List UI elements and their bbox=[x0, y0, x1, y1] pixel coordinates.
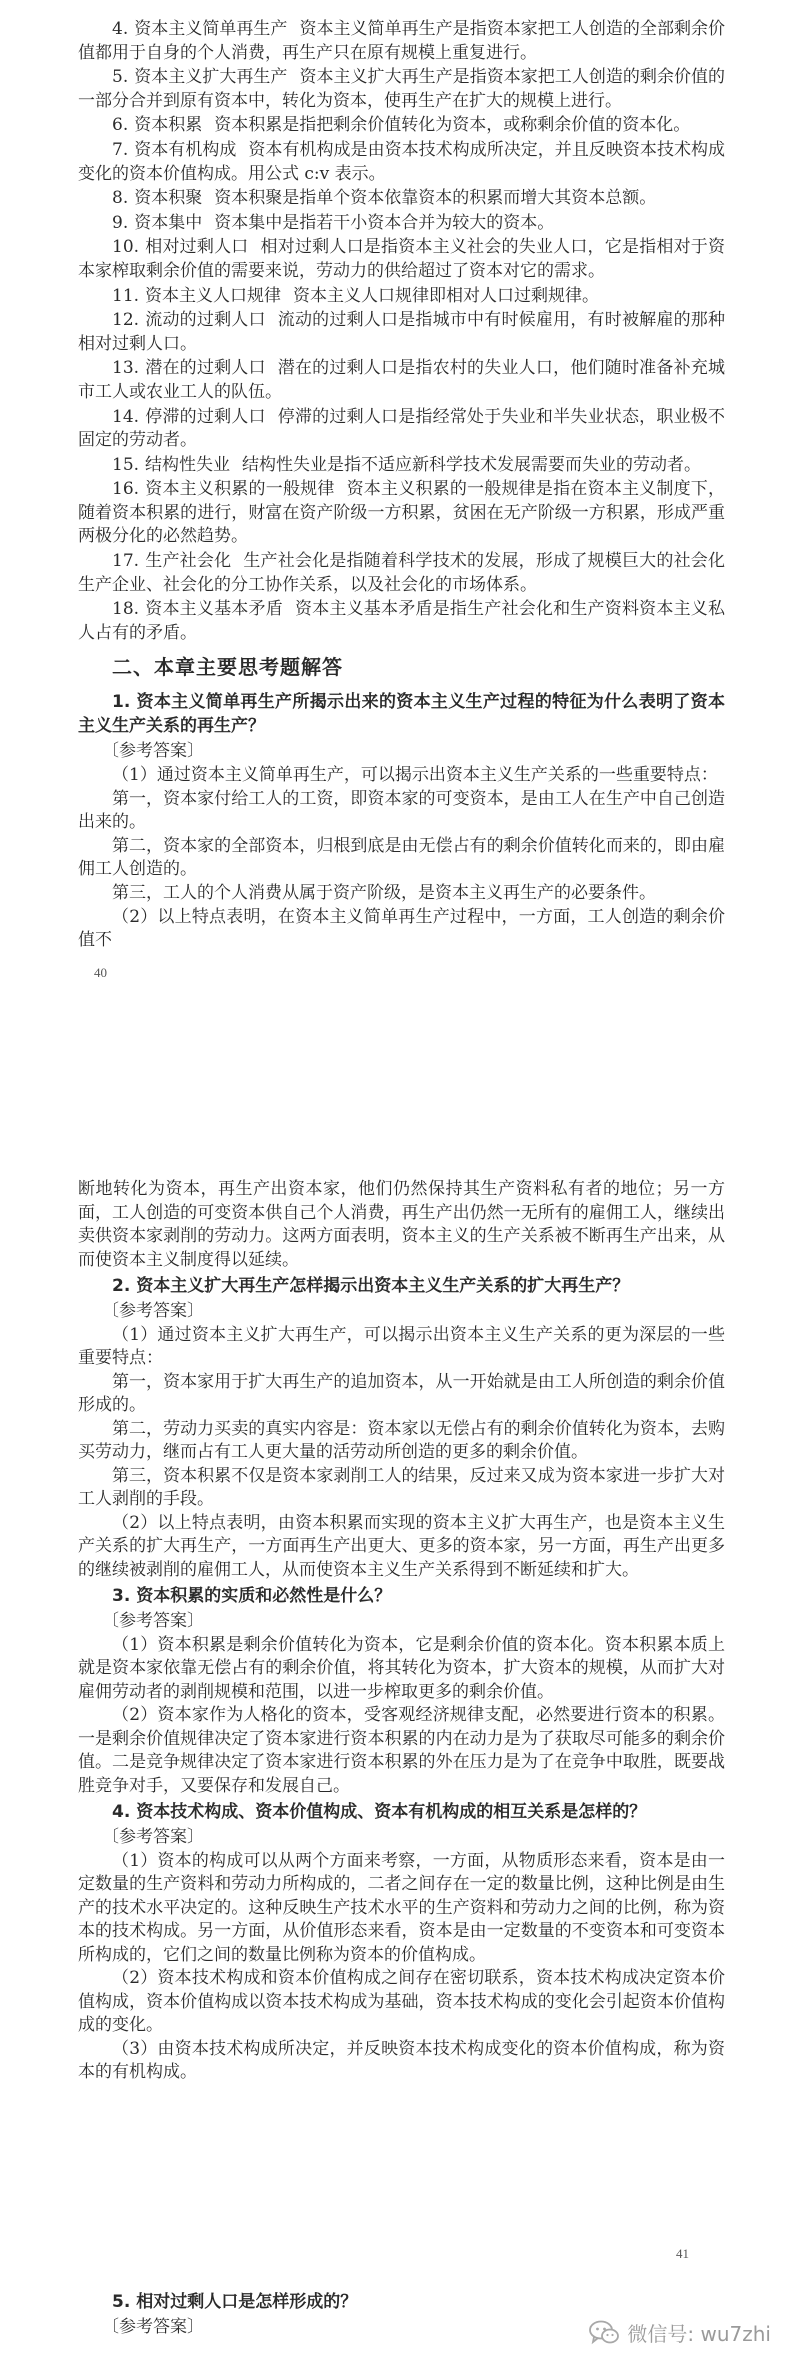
question-5-title: 5. 相对过剩人口是怎样形成的？ bbox=[112, 2292, 358, 2312]
question-1-title: 1. 资本主义简单再生产所揭示出来的资本主义生产过程的特征为什么表明了资本主义生产关系的再生产？ bbox=[78, 692, 725, 737]
question-1-paragraph: 第三，工人的个人消费从属于资产阶级，是资本主义再生产的必要条件。 bbox=[112, 883, 656, 903]
glossary-term: 停滞的过剩人口 bbox=[145, 406, 266, 427]
glossary-term: 资本主义人口规律 bbox=[145, 285, 282, 306]
question-2-reference-label: 〔参考答案〕 bbox=[102, 1301, 204, 1321]
glossary-term: 资本积聚 bbox=[134, 188, 203, 209]
glossary-term: 资本集中 bbox=[134, 212, 203, 233]
glossary-entry bbox=[78, 285, 725, 309]
glossary-definition: 资本积聚是指单个资本依靠资本的积累而增大其资本总额。 bbox=[214, 188, 657, 209]
glossary-entry bbox=[78, 139, 725, 186]
question-2-paragraph: 第一，资本家用于扩大再生产的追加资本，从一开始就是由工人所创造的剩余价值形成的。 bbox=[78, 1371, 725, 1415]
glossary-number: 14. bbox=[112, 406, 140, 427]
question-3-reference-label: 〔参考答案〕 bbox=[102, 1611, 204, 1631]
question-5-reference-label: 〔参考答案〕 bbox=[102, 2317, 204, 2337]
glossary-term: 生产社会化 bbox=[145, 551, 232, 572]
glossary-term: 结构性失业 bbox=[145, 454, 231, 475]
question-1-paragraph: （1）通过资本主义简单再生产，可以揭示出资本主义生产关系的一些重要特点： bbox=[112, 765, 718, 786]
question-2-paragraph: （1）通过资本主义扩大再生产，可以揭示出资本主义生产关系的更为深层的一些重要特点： bbox=[78, 1324, 725, 1368]
question-2-paragraph: 第三，资本积累不仅是资本家剥削工人的结果，反过来又成为资本家进一步扩大对工人剥削的手段。 bbox=[78, 1465, 725, 1509]
glossary-entry bbox=[78, 114, 725, 138]
glossary-term: 资本主义基本矛盾 bbox=[145, 599, 283, 620]
question-1-paragraph: 第二，资本家的全部资本，归根到底是由无偿占有的剩余价值转化而来的，即由雇佣工人创造的。 bbox=[78, 835, 725, 880]
question-4-paragraph: （2）资本技术构成和资本价值构成之间存在密切联系，资本技术构成决定资本价值构成，资本价值构成以资本技术构成为基础，资本技术构成的变化会引起资本价值构成的变化。 bbox=[78, 1968, 725, 2035]
glossary-list bbox=[78, 18, 725, 645]
glossary-definition: 资本主义人口规律即相对人口过剩规律。 bbox=[293, 285, 600, 306]
glossary-definition: 潜在的过剩人口是指农村的失业人口，他们随时准备补充城市工人或农业工人的队伍。 bbox=[78, 358, 726, 402]
question-4-paragraph: （3）由资本技术构成所决定，并反映资本技术构成变化的资本价值构成，称为资本的有机构成。 bbox=[78, 2038, 725, 2082]
glossary-term: 潜在的过剩人口 bbox=[145, 358, 266, 379]
glossary-definition: 生产社会化是指随着科学技术的发展，形成了规模巨大的社会化生产企业、社会化的分工协作关系，以及社会化的市场体系。 bbox=[78, 551, 726, 595]
glossary-term: 资本积累 bbox=[134, 115, 203, 136]
question-1-paragraph: 第一，资本家付给工人的工资，即资本家的可变资本，是由工人在生产中自己创造出来的。 bbox=[78, 788, 725, 833]
glossary-number: 6. bbox=[112, 115, 129, 136]
glossary-term: 资本主义扩大再生产 bbox=[134, 67, 288, 88]
question-1-reference-label: 〔参考答案〕 bbox=[102, 741, 204, 762]
glossary-number: 17. bbox=[112, 551, 140, 572]
glossary-term: 资本有机构成 bbox=[134, 139, 237, 160]
question-3-paragraph: （1）资本积累是剩余价值转化为资本，它是剩余价值的资本化。资本积累本质上就是资本家依靠无偿占有的剩余价值，将其转化为资本，扩大资本的规模，从而扩大对雇佣劳动者的剥削规模和范围，以进一步榨取更多的剩余价值。 bbox=[78, 1634, 725, 1702]
glossary-entry bbox=[78, 66, 725, 113]
question-2-title: 2. 资本主义扩大再生产怎样揭示出资本主义生产关系的扩大再生产？ bbox=[112, 1276, 630, 1296]
glossary-definition: 资本主义扩大再生产是指资本家把工人创造的剩余价值的一部分合并到原有资本中，转化为资本，使再生产在扩大的规模上进行。 bbox=[78, 67, 726, 111]
glossary-entry bbox=[78, 454, 725, 478]
page-41 bbox=[0, 1010, 785, 2261]
glossary-definition: 资本主义基本矛盾是指生产社会化和生产资料资本主义私人占有的矛盾。 bbox=[78, 599, 726, 643]
glossary-definition: 结构性失业是指不适应新科学技术发展需要而失业的劳动者。 bbox=[242, 454, 702, 475]
glossary-number: 13. bbox=[112, 358, 140, 379]
glossary-definition: 流动的过剩人口是指城市中有时候雇用，有时被解雇的那种相对过剩人口。 bbox=[78, 310, 726, 354]
glossary-entry bbox=[78, 18, 725, 65]
glossary-number: 15. bbox=[112, 454, 140, 475]
question-4-paragraph: （1）资本的构成可以从两个方面来考察，一方面，从物质形态来看，资本是由一定数量的生产资料和劳动力所构成的，二者之间存在一定的数量比例，这种比例是由生产的技术水平决定的。这种反映生产技术水平的生产资料和劳动力之间的比例，称为资本的技术构成。另一方面，从价值形态来看，资本是由一定数量的不变资本和可变资本所构成的，它们之间的数量比例称为资本的价值构成。 bbox=[78, 1850, 725, 1965]
question-2-paragraph: （2）以上特点表明，由资本积累而实现的资本主义扩大再生产，也是资本主义生产关系的扩大再生产，一方面再生产出更大、更多的资本家，另一方面，再生产出更多的继续被剥削的雇佣工人，从而使资本主义生产关系得到不断延续和扩大。 bbox=[78, 1512, 725, 1580]
question-3-title: 3. 资本积累的实质和必然性是什么？ bbox=[112, 1586, 392, 1606]
glossary-number: 9. bbox=[112, 212, 129, 233]
glossary-entry bbox=[78, 212, 725, 236]
glossary-term: 资本主义积累的一般规律 bbox=[145, 479, 335, 500]
glossary-definition: 资本集中是指若干小资本合并为较大的资本。 bbox=[214, 212, 555, 233]
glossary-number: 18. bbox=[112, 599, 140, 620]
question-4-reference-label: 〔参考答案〕 bbox=[102, 1827, 204, 1847]
glossary-term: 资本主义简单再生产 bbox=[134, 19, 288, 39]
question-4-title: 4. 资本技术构成、资本价值构成、资本有机构成的相互关系是怎样的？ bbox=[112, 1802, 647, 1822]
glossary-term: 相对过剩人口 bbox=[145, 237, 249, 258]
page-41-content bbox=[78, 1178, 725, 2085]
glossary-definition: 资本有机构成是由资本技术构成所决定，并且反映资本技术构成变化的资本价值构成。用公式 c:v 表示。 bbox=[78, 139, 726, 184]
glossary-definition: 资本积累是指把剩余价值转化为资本，或称剩余价值的资本化。 bbox=[214, 115, 691, 136]
glossary-number: 12. bbox=[112, 310, 140, 331]
glossary-number: 4. bbox=[112, 19, 129, 39]
page-40-content bbox=[78, 18, 725, 953]
glossary-definition: 停滞的过剩人口是指经常处于失业和半失业状态，职业极不固定的劳动者。 bbox=[78, 406, 726, 451]
glossary-entry bbox=[78, 406, 725, 453]
glossary-term: 流动的过剩人口 bbox=[145, 310, 266, 331]
glossary-definition: 资本主义积累的一般规律是指在资本主义制度下，随着资本积累的进行，财富在资产阶级一方积累，贫困在无产阶级一方积累，形成严重两极分化的必然趋势。 bbox=[78, 479, 726, 547]
question-3-paragraph: （2）资本家作为人格化的资本，受客观经济规律支配，必然要进行资本的积累。一是剩余价值规律决定了资本家进行资本积累的内在动力是为了获取尽可能多的剩余价值。二是竞争规律决定了资本家进行资本积累的外在压力是为了在竞争中取胜，既要战胜竞争对手，又要保存和发展自己。 bbox=[78, 1705, 725, 1796]
section-heading: 二、本章主要思考题解答 bbox=[112, 655, 343, 680]
wechat-watermark bbox=[589, 2318, 771, 2347]
glossary-number: 11. bbox=[112, 285, 140, 306]
question-2-paragraph: 第二，劳动力买卖的真实内容是：资本家以无偿占有的剩余价值转化为资本，去购买劳动力，继而占有工人更大量的活劳动所创造的更多的剩余价值。 bbox=[78, 1418, 725, 1462]
glossary-number: 10. bbox=[112, 237, 140, 258]
glossary-entry bbox=[78, 236, 725, 283]
glossary-definition: 相对过剩人口是指资本主义社会的失业人口，它是指相对于资本家榨取剩余价值的需要来说，劳动力的供给超过了资本对它的需求。 bbox=[78, 237, 726, 281]
page-number: 41 bbox=[676, 2246, 689, 2261]
glossary-number: 7. bbox=[112, 139, 129, 160]
glossary-entry bbox=[78, 309, 725, 356]
question-1-paragraph: （2）以上特点表明，在资本主义简单再生产过程中，一方面，工人创造的剩余价值不 bbox=[78, 906, 725, 951]
wechat-icon bbox=[589, 2320, 619, 2346]
watermark-text: 微信号: wu7zhi bbox=[627, 2322, 771, 2346]
glossary-number: 5. bbox=[112, 67, 129, 88]
glossary-number: 16. bbox=[112, 479, 140, 500]
glossary-entry bbox=[78, 478, 725, 549]
page-number: 40 bbox=[94, 965, 107, 980]
glossary-entry bbox=[78, 550, 725, 597]
glossary-number: 8. bbox=[112, 188, 129, 209]
glossary-entry bbox=[78, 357, 725, 404]
glossary-definition: 资本主义简单再生产是指资本家把工人创造的全部剩余价值都用于自身的个人消费，再生产只在原有规模上重复进行。 bbox=[78, 19, 726, 63]
glossary-entry bbox=[78, 187, 725, 211]
glossary-entry bbox=[78, 598, 725, 645]
page-40 bbox=[0, 0, 785, 1000]
question-1-continuation: 断地转化为资本，再生产出资本家，他们仍然保持其生产资料私有者的地位；另一方面，工人创造的可变资本供自己个人消费，再生产出仍然一无所有的雇佣工人，继续出卖供资本家剥削的劳动力。这两方面表明，资本主义的生产关系被不断再生产出来，从而使资本主义制度得以延续。 bbox=[78, 1179, 725, 1270]
